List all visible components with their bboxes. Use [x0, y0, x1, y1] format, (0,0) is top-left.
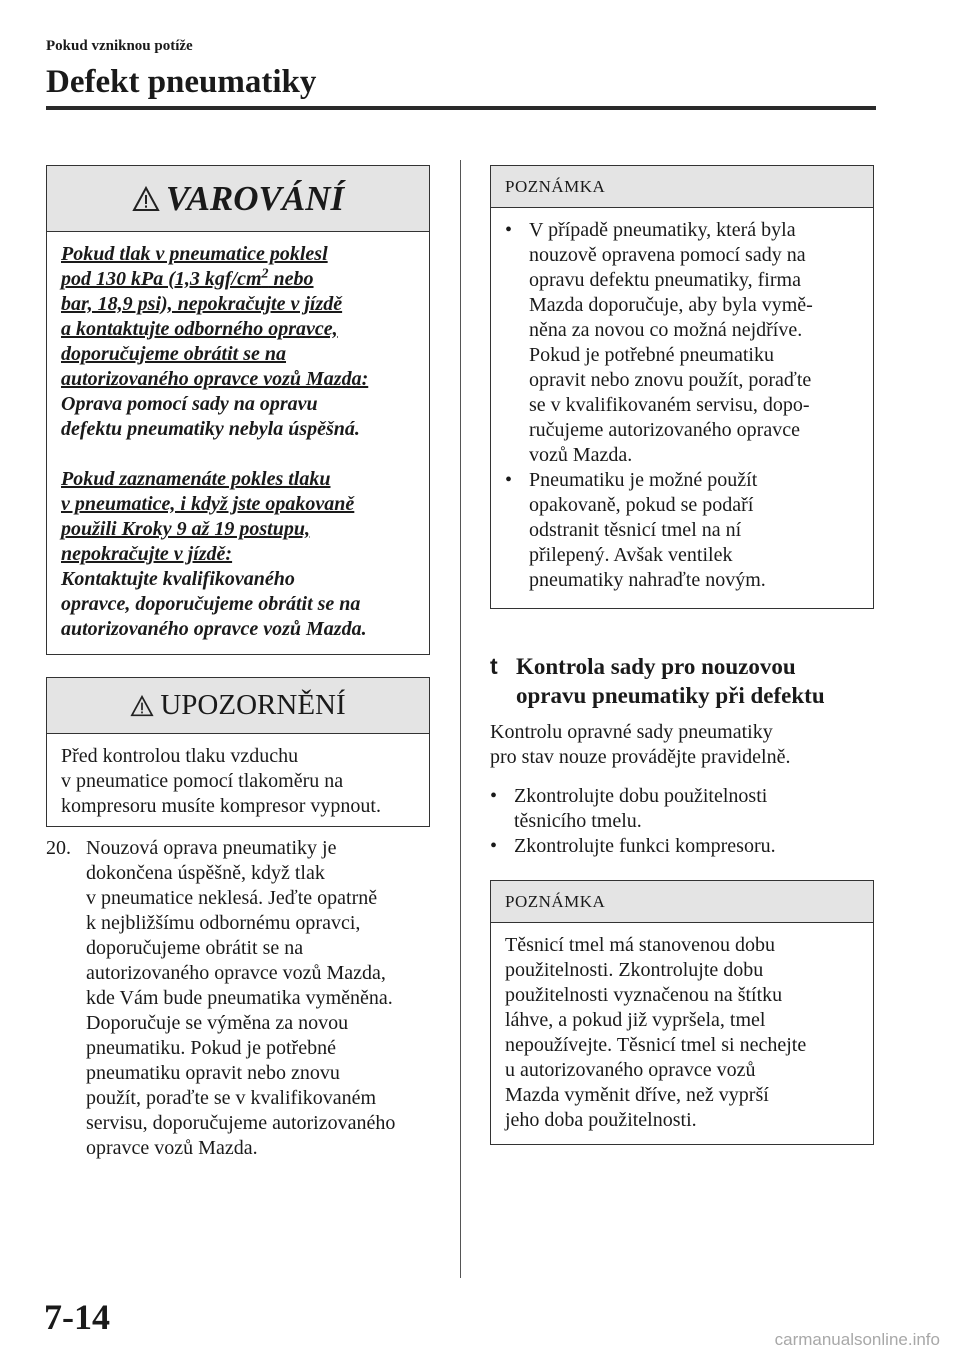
title-rule	[46, 106, 876, 110]
step-number: 20.	[46, 837, 71, 859]
warning-triangle-icon	[130, 695, 154, 717]
warning-line: nepokračujte v jízdě:	[61, 543, 233, 565]
warning-header	[47, 166, 429, 232]
warning-line: v pneumatice, i když jste opakovaně	[61, 493, 355, 515]
warning-line: Pokud zaznamenáte pokles tlaku	[61, 468, 331, 490]
page-number: 7-14	[44, 1297, 110, 1337]
note-bullet: • Pneumatiku je možné použít opakovaně, pokud se podaří odstranit těsnicí tmel na ní přilepený. Avšak ventilek pneumatiky nahraďte novým.	[505, 468, 859, 593]
note-header: POZNÁMKA	[491, 881, 873, 923]
warning-title: VAROVÁNÍ	[165, 178, 345, 218]
warning-line: použili Kroky 9 až 19 postupu,	[61, 518, 310, 540]
caution-title: UPOZORNĚNÍ	[160, 689, 346, 721]
caution-header	[47, 678, 429, 734]
step-20	[46, 836, 450, 1161]
note-box	[490, 165, 874, 609]
list-item: • Zkontrolujte dobu použitelnosti těsnicího tmelu.	[490, 784, 874, 834]
warning-line: Pokud tlak v pneumatice poklesl	[61, 243, 328, 265]
note-body: Těsnicí tmel má stanovenou dobu použitelnosti. Zkontrolujte dobu použitelnosti vyznačenou na štítku láhve, a pokud již vypršela, tmel nepoužívejte. Těsnicí tmel si nechejte u autorizovaného opravce vozů Mazda vyměnit dříve, než vyprší jeho doba použitelnosti.	[505, 934, 807, 1131]
check-list	[490, 784, 874, 859]
warning-line: pod 130 kPa (1,3 kgf/$cm^2$ nebo	[61, 266, 314, 290]
warning-line: defektu pneumatiky nebyla úspěšná.	[61, 418, 360, 440]
warning-box	[46, 165, 430, 655]
list-item: • Zkontrolujte funkci kompresoru.	[490, 834, 874, 859]
warning-line: a kontaktujte odborného opravce,	[61, 318, 338, 340]
section-marker: t	[490, 653, 498, 679]
warning-triangle-icon	[132, 186, 160, 212]
warning-line: Kontaktujte kvalifikovaného	[61, 568, 295, 590]
warning-line: opravce, doporučujeme obrátit se na	[61, 593, 361, 615]
warning-line: Oprava pomocí sady na opravu	[61, 393, 318, 415]
caution-line: Před kontrolou tlaku vzduchu	[61, 745, 299, 767]
note-header: POZNÁMKA	[491, 166, 873, 208]
warning-line: autorizovaného opravce vozů Mazda:	[61, 368, 369, 390]
caution-line: v pneumatice pomocí tlakoměru na	[61, 770, 344, 792]
caution-body	[47, 734, 429, 819]
step-text: Nouzová oprava pneumatiky je dokončena úspěšně, když tlak v pneumatice neklesá. Jeďte opatrně k nejbližšímu odbornému opravci, doporučujeme obrátit se na autorizovaného opravce vozů Mazda, kde Vám bude pneumatika vyměněna. Doporučuje se výměna za novou pneumatiku. Pokud je potřebné pneumatiku opravit nebo znovu použít, poraďte se v kvalifikovaném servisu, doporučujeme autorizovaného opravce vozů Mazda.	[86, 837, 396, 1159]
page-title: Defekt pneumatiky	[46, 64, 317, 100]
warning-line: autorizovaného opravce vozů Mazda.	[61, 618, 367, 640]
watermark: carmanualsonline.info	[774, 1330, 940, 1349]
section-heading: t Kontrola sady pro nouzovou opravu pneumatiky při defektu	[490, 653, 825, 708]
warning-body	[47, 232, 429, 642]
note-body	[491, 208, 873, 593]
caution-line: kompresoru musíte kompresor vypnout.	[61, 795, 381, 817]
note-box	[490, 880, 874, 1145]
intro-paragraph: Kontrolu opravné sady pneumatiky pro stav nouze provádějte pravidelně.	[490, 721, 791, 768]
section-label: Pokud vzniknou potíže	[46, 38, 193, 54]
note-bullet: • V případě pneumatiky, která byla nouzově opravena pomocí sady na opravu defektu pneumatiky, firma Mazda doporučuje, aby byla vymě- něna za novou co možná nejdříve. Pokud je potřebné pneumatiku opravit nebo znovu použít, poraďte se v kvalifikovaném servisu, dopo- ručujeme autorizovaného opravce vozů Mazda.	[505, 218, 859, 468]
warning-line: bar, 18,9 psi), nepokračujte v jízdě	[61, 293, 343, 315]
superscript: 2	[261, 266, 269, 282]
warning-line: doporučujeme obrátit se na	[61, 343, 287, 365]
caution-box	[46, 677, 430, 827]
column-divider	[460, 160, 461, 1278]
